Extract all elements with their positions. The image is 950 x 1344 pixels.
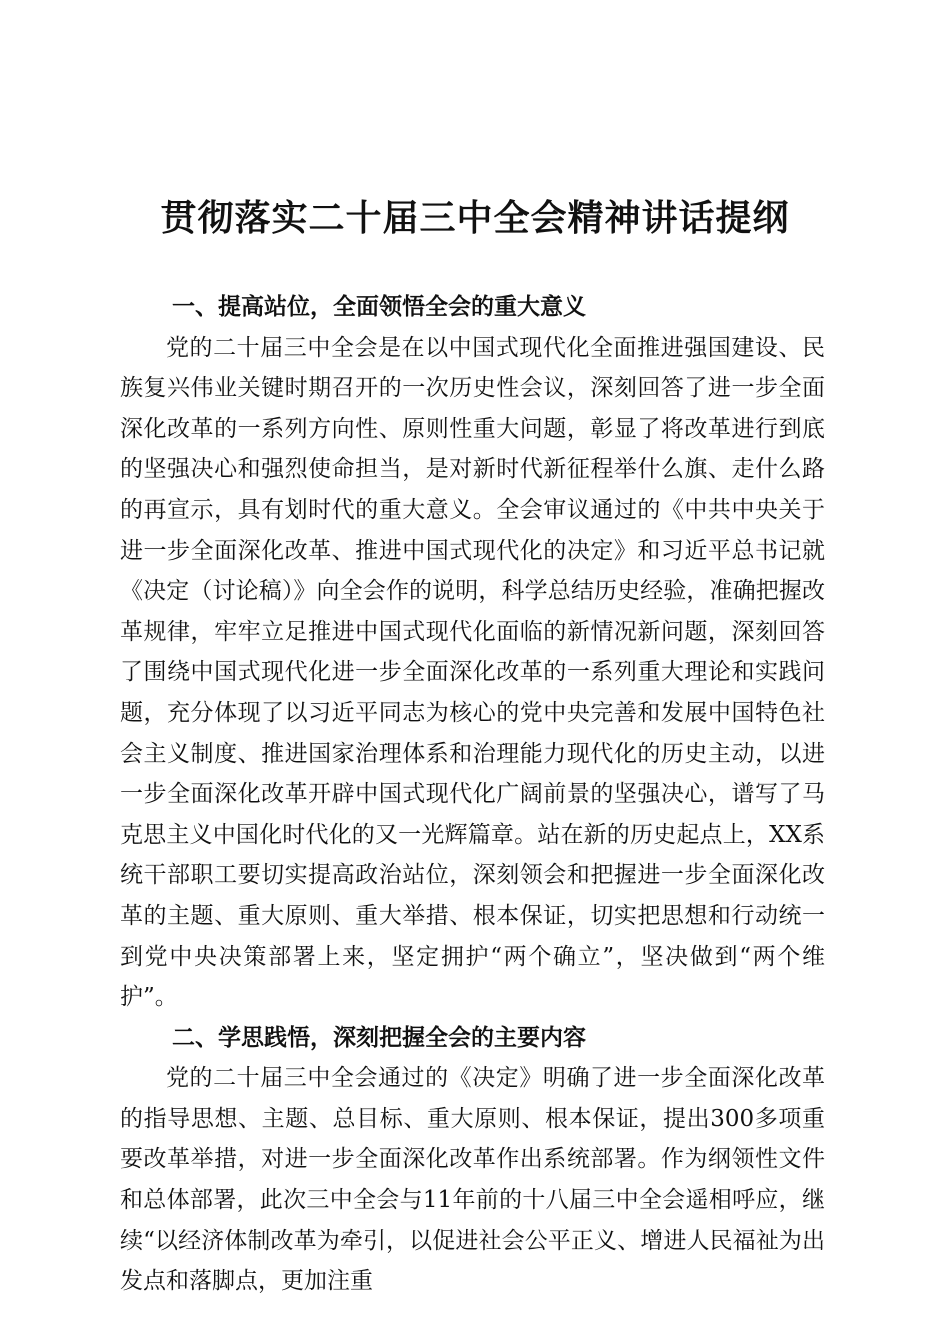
document-body <box>120 287 825 1302</box>
section-paragraph-1: 党的二十届三中全会是在以中国式现代化全面推进强国建设、民族复兴伟业关键时期召开的一次历史性会议，深刻回答了进一步全面深化改革的一系列方向性、原则性重大问题，彰显了将改革进行到底的坚强决心和强烈使命担当，是对新时代新征程举什么旗、走什么路的再宣示，具有划时代的重大意义。全会审议通过的《中共中央关于进一步全面深化改革、推进中国式现代化的决定》和习近平总书记就《决定（讨论稿）》向全会作的说明，科学总结历史经验，准确把握改革规律，牢牢立足推进中国式现代化面临的新情况新问题，深刻回答了围绕中国式现代化进一步全面深化改革的一系列重大理论和实践问题，充分体现了以习近平同志为核心的党中央完善和发展中国特色社会主义制度、推进国家治理体系和治理能力现代化的历史主动，以进一步全面深化改革开辟中国式现代化广阔前景的坚强决心，谱写了马克思主义中国化时代化的又一光辉篇章。站在新的历史起点上，XX系统干部职工要切实提高政治站位，深刻领会和把握进一步全面深化改革的主题、重大原则、重大举措、根本保证，切实把思想和行动统一到党中央决策部署上来，坚定拥护“两个确立”，坚决做到“两个维护”。 <box>120 334 825 1011</box>
document-title: 贯彻落实二十届三中全会精神讲话提纲 <box>160 197 790 239</box>
section-heading-2: 二、学思践悟，深刻把握全会的主要内容 <box>172 1024 586 1051</box>
section-paragraph-2: 党的二十届三中全会通过的《决定》明确了进一步全面深化改革的指导思想、主题、总目标、重大原则、根本保证，提出300多项重要改革举措，对进一步全面深化改革作出系统部署。作为纲领性文件和总体部署，此次三中全会与11年前的十八届三中全会遥相呼应，继续“以经济体制改革为牵引，以促进社会公平正义、增进人民福祉为出发点和落脚点，更加注重 <box>120 1065 825 1295</box>
section-heading-1: 一、提高站位，全面领悟全会的重大意义 <box>172 294 586 320</box>
